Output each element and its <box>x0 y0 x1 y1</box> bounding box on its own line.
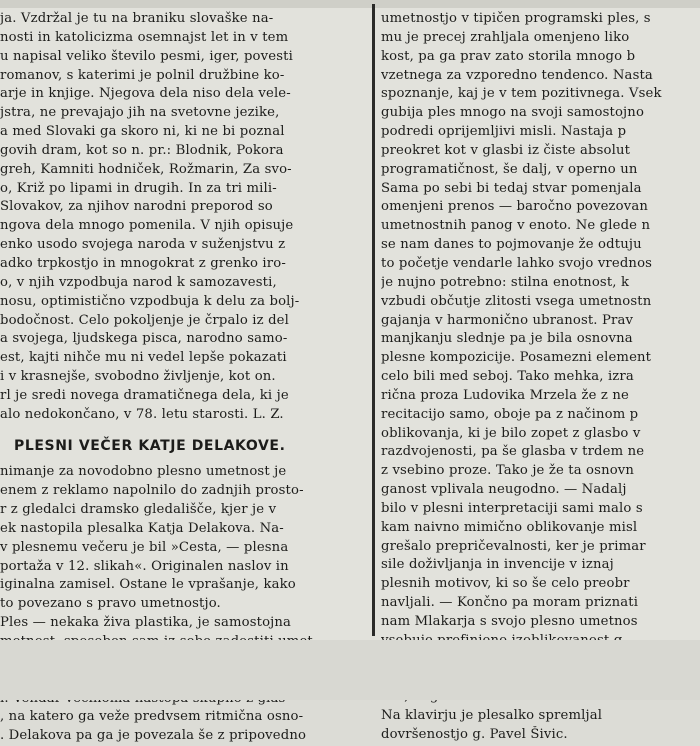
text-line: sile doživljanja in invencije v iznaj <box>381 557 614 573</box>
text-line: gajanja v harmonično ubranost. Prav <box>381 312 634 328</box>
text-line: a svojega, ljudskega pisca, narodno samo- <box>0 331 288 347</box>
text-line: omenjeni prenos — baročno povezovan <box>381 199 648 215</box>
text-line: podredi oprijemljivi misli. Nastaja p <box>381 124 627 140</box>
text-line: Slovakov, za njihov narodni preporod so <box>0 199 273 215</box>
text-line: nosu, optimistično vzpodbuja k delu za bolj- <box>0 293 300 309</box>
text-line: ek nastopila plesalka Katja Delakova. Na- <box>0 520 284 536</box>
text-line: greh, Kamniti hodniček, Rožmarin, Za svo- <box>0 161 292 177</box>
text-line: nosti in katolicizma osemnajst let in v tem <box>0 29 289 45</box>
text-line: rl je sredi novega dramatičnega dela, ki je <box>0 387 289 403</box>
text-line: alo nedokončano, v 78. letu starosti. L. Z. <box>0 406 284 422</box>
text-line: celo bili med seboj. Tako mehka, izra <box>381 369 634 385</box>
text-line: , na katero ga veže predvsem ritmična osno- <box>0 709 304 725</box>
text-line: arje in knjige. Njegova dela niso dela vele- <box>0 86 291 102</box>
text-line: vzetnega za vzporedno tendenco. Nasta <box>381 67 653 83</box>
text-line: spoznanje, kaj je v tem pozitivnega. Vsek <box>381 86 662 102</box>
text-line: a med Slovaki ga skoro ni, ki ne bi poznal <box>0 124 285 140</box>
text-line: Na klavirju je plesalko spremljal <box>381 708 603 724</box>
text-line: ganost vplivala neugodno. — Nadalj <box>381 482 627 498</box>
text-line: enem z reklamo napolnilo do zadnjih prosto- <box>0 483 304 499</box>
text-line: Sama po sebi bi tedaj stvar pomenjala <box>381 180 642 196</box>
text-line: nam Mlakarja s svojo plesno umetnos <box>381 614 638 629</box>
text-line: rična proza Ludovika Mrzela že z ne <box>381 387 629 403</box>
text-line: adko trpkostjo in mnogokrat z grenko iro- <box>0 255 286 271</box>
text-line: programatičnost, še dalj, v operno un <box>381 161 638 177</box>
text-line: r z gledalci dramsko gledališče, kjer je v <box>0 502 277 518</box>
text-line: portaža v 12. slikah«. Originalen naslov in <box>0 558 289 574</box>
text-line: to povezano s pravo umetnostjo. <box>0 596 221 612</box>
left-article-column <box>0 10 368 746</box>
text-line: navljali. — Končno pa moram priznati <box>381 595 639 611</box>
text-line: iginalna zamisel. Ostane le vprašanje, kako <box>0 577 296 593</box>
text-line: v plesnemu večeru je bil »Cesta, — plesna <box>0 539 289 555</box>
text-line: gubija ples mnogo na svoji samostojno <box>381 105 645 121</box>
text-line: je nujno potrebno: stilna enotnost, k <box>381 274 630 290</box>
text-line: bodočnost. Celo pokoljenje je črpalo iz del <box>0 312 289 328</box>
text-line: umetnostjo v tipičen programski ples, s <box>381 11 651 26</box>
text-line: manjkanju slednje pa je bila osnovna <box>381 331 633 347</box>
text-line: jstra, ne prevajajo jih na svetovne jezike, <box>0 105 280 121</box>
text-line: umetnostnih panog v enoto. Ne glede n <box>381 218 651 234</box>
text-line: razdvojenosti, pa še glasba v trdem ne <box>381 444 645 460</box>
text-line: Ples — nekaka živa plastika, je samostojna <box>0 615 292 631</box>
text-line: z vsebino proze. Tako je že ta osnovn <box>381 463 635 479</box>
text-line: dovršenostjo g. Pavel Šivic. <box>381 727 568 743</box>
text-line: govih dram, kot so n. pr.: Blodnik, Pokora <box>0 142 284 158</box>
text-line: oblikovanja, ki je bilo zopet z glasbo v <box>381 425 641 441</box>
text-line: vzbudi občutje zlitosti vsega umetnostn <box>381 293 652 309</box>
page-top-edge <box>0 0 700 8</box>
text-line: ngova dela mnogo pomenila. V njih opisuje <box>0 218 294 234</box>
text-line: romanov, s katerimi je polnil družbine ko- <box>0 67 285 83</box>
text-line: u napisal veliko število pesmi, iger, povesti <box>0 48 293 64</box>
text-line: plesnih motivov, ki so še celo preobr <box>381 576 630 592</box>
text-line: grešalo prepričevalnosti, ker je primar <box>381 538 646 554</box>
text-line: nimanje za novodobno plesno umetnost je <box>0 464 287 480</box>
article-heading: PLESNI VEČER KATJE DELAKOVE. <box>14 437 286 454</box>
text-line: est, kajti nihče mu ni vedel lepše pokazati <box>0 350 287 366</box>
obituary-text <box>0 10 368 425</box>
text-line: kam naivno mimično oblikovanje misl <box>381 519 638 535</box>
text-line: mu je precej zrahljala omenjeno liko <box>381 29 630 45</box>
text-line: o, v njih vzpodbuja narod k samozavesti, <box>0 274 277 290</box>
text-line: se nam danes to pojmovanje že odtuju <box>381 237 642 253</box>
text-line: i v krasnejše, svobodno življenje, kot on. <box>0 369 276 385</box>
page-bottom-margin <box>0 640 700 700</box>
column-divider <box>372 4 375 636</box>
text-line: preokret kot v glasbi iz čiste absolut <box>381 142 631 158</box>
text-line: to početje vendarle lahko svojo vrednos <box>381 255 653 271</box>
text-line: . Delakova pa ga je povezala še z pripovedno <box>0 728 307 744</box>
right-article-column <box>381 10 700 745</box>
text-line: plesne kompozicije. Posamezni element <box>381 350 652 366</box>
text-line: ja. Vzdržal je tu na braniku slovaške na- <box>0 11 274 26</box>
text-line: o, Križ po lipami in drugih. In za tri mili- <box>0 180 277 196</box>
dance-review-continuation <box>381 10 700 745</box>
dance-review-text <box>0 463 368 746</box>
text-line: kost, pa ga prav zato storila mnogo b <box>381 48 636 64</box>
text-line: enko usodo svojega naroda v suženjstvu z <box>0 237 286 253</box>
text-line: bilo v plesni interpretaciji sami malo s <box>381 500 643 516</box>
text-line: recitacijo samo, oboje pa z načinom p <box>381 406 639 422</box>
